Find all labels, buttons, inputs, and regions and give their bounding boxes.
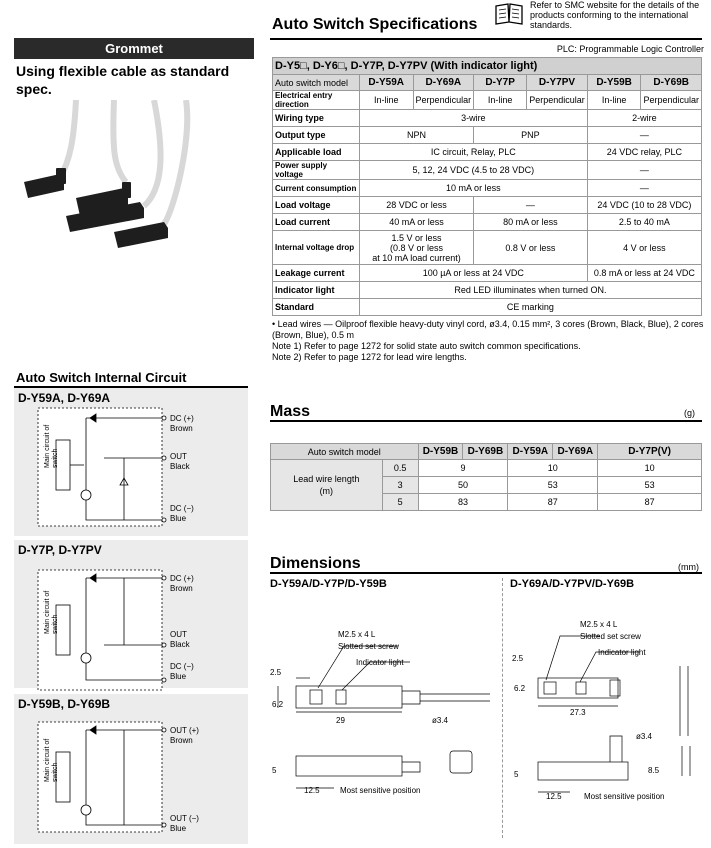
dim-right-6-2: 6.2 bbox=[514, 684, 526, 693]
specs-table: D-Y5□, D-Y6□, D-Y7P, D-Y7PV (With indicator light) Auto switch model D-Y59A D-Y69A D-Y7P D-Y7PV D-Y59B D-Y69B Electrical entry direction In-line Perpendicular In-line Perpendicular In-line Perpendicular Wiring type 3-wire 2-wire Output type NPN PNP — Applicable load IC circuit, Relay, PLC 24 VDC relay, PLC Power supply voltage 5, 12, 24 VDC (4.5 to 28 VDC) — Current consumption 10 mA or less — Load voltage 28 VDC or less — 24 VDC (10 to 28 VDC) Load current 40 mA or less 80 mA or less 2.5 to 40 mA Internal voltage drop 1.5 V or less (0.8 V or less at 10 mA load current) 0.8 V or less 4 V or less Leakage current 100 µA or less at 24 VDC 0.8 mA or less at 24 VDC Indicator light Red LED illuminates when turned ON. Standard CE marking bbox=[272, 57, 702, 316]
circuit1-terminal-labels: DC (+) Brown OUT Black DC (−) Blue bbox=[170, 414, 194, 523]
circuit-panel-1: D-Y59A, D-Y69A bbox=[14, 388, 248, 536]
dim-2-5: 2.5 bbox=[270, 668, 282, 677]
dim-right-sensitive-label: Most sensitive position bbox=[584, 792, 665, 801]
dim-screw2-label: Slotted set screw bbox=[338, 642, 399, 651]
switch-product-illustration bbox=[14, 100, 254, 250]
dim-6-2: 6.2 bbox=[272, 700, 284, 709]
book-icon bbox=[494, 2, 524, 26]
dimensions-unit: (mm) bbox=[678, 562, 699, 572]
dim-8-5: 8.5 bbox=[648, 766, 660, 775]
dim-right-dia-3-4: ø3.4 bbox=[636, 732, 653, 741]
mass-unit: (g) bbox=[684, 408, 695, 418]
dim-29: 29 bbox=[336, 716, 345, 725]
circuit-heading: Auto Switch Internal Circuit bbox=[16, 370, 187, 385]
dim-right-title: D-Y69A/D-Y7PV/D-Y69B bbox=[510, 578, 635, 590]
dim-sensitive-label: Most sensitive position bbox=[340, 786, 421, 795]
dim-right-5: 5 bbox=[514, 770, 519, 779]
standards-note: Refer to SMC website for the details of the products conforming to the international standards. bbox=[530, 0, 700, 30]
dim-27-3: 27.3 bbox=[570, 708, 586, 717]
circuit2-box-label: Main circuit of switch bbox=[44, 590, 59, 634]
dim-12-5: 12.5 bbox=[304, 786, 320, 795]
table-title: D-Y5□, D-Y6□, D-Y7P, D-Y7PV (With indicator light) bbox=[273, 58, 702, 75]
dim-dia-3-4: ø3.4 bbox=[432, 716, 449, 725]
dim-screw-label: M2.5 x 4 L bbox=[338, 630, 376, 639]
dim-right-screw-label: M2.5 x 4 L bbox=[580, 620, 618, 629]
dim-right-indicator-label: Indicator light bbox=[598, 648, 646, 657]
circuit-panel-3: D-Y59B, D-Y69B bbox=[14, 694, 248, 844]
circuit2-terminal-labels: DC (+) Brown OUT Black DC (−) Blue bbox=[170, 574, 194, 681]
dim-right-12-5: 12.5 bbox=[546, 792, 562, 801]
dim-5: 5 bbox=[272, 766, 277, 775]
dim-right-2-5: 2.5 bbox=[512, 654, 524, 663]
grommet-label: Grommet bbox=[14, 38, 254, 59]
circuit1-box-label: Main circuit of switch bbox=[44, 424, 59, 468]
grommet-description: Using flexible cable as standard spec. bbox=[16, 63, 230, 97]
specs-heading: Auto Switch Specifications bbox=[272, 16, 478, 33]
dimensions-heading: Dimensions bbox=[270, 555, 361, 572]
dim-indicator-label: Indicator light bbox=[356, 658, 404, 667]
circuit3-box-label: Main circuit of switch bbox=[44, 738, 59, 782]
circuit-panel-2: D-Y7P, D-Y7PV bbox=[14, 540, 248, 688]
spec-notes: • Lead wires — Oilproof flexible heavy-duty vinyl cord, ø3.4, 0.15 mm², 3 cores (Brown, Black, Blue), 2 cores (Brown, Blue), 0.5 m Note 1) Refer to page 1272 for solid state auto switch common specifications. Note 2) Refer to page 1272 for lead wire lengths. bbox=[272, 319, 704, 362]
dim-left-title: D-Y59A/D-Y7P/D-Y59B bbox=[270, 578, 387, 590]
circuit3-terminal-labels: OUT (+) Brown OUT (−) Blue bbox=[170, 726, 199, 833]
plc-note: PLC: Programmable Logic Controller bbox=[556, 44, 704, 54]
mass-heading: Mass bbox=[270, 403, 311, 420]
mass-table: Auto switch model D-Y59B D-Y69B D-Y59A D-Y69A D-Y7P(V) Lead wire length (m) 0.5 9 10 10 3 50 53 53 5 83 87 87 bbox=[270, 443, 702, 511]
dim-right-screw2-label: Slotted set screw bbox=[580, 632, 641, 641]
